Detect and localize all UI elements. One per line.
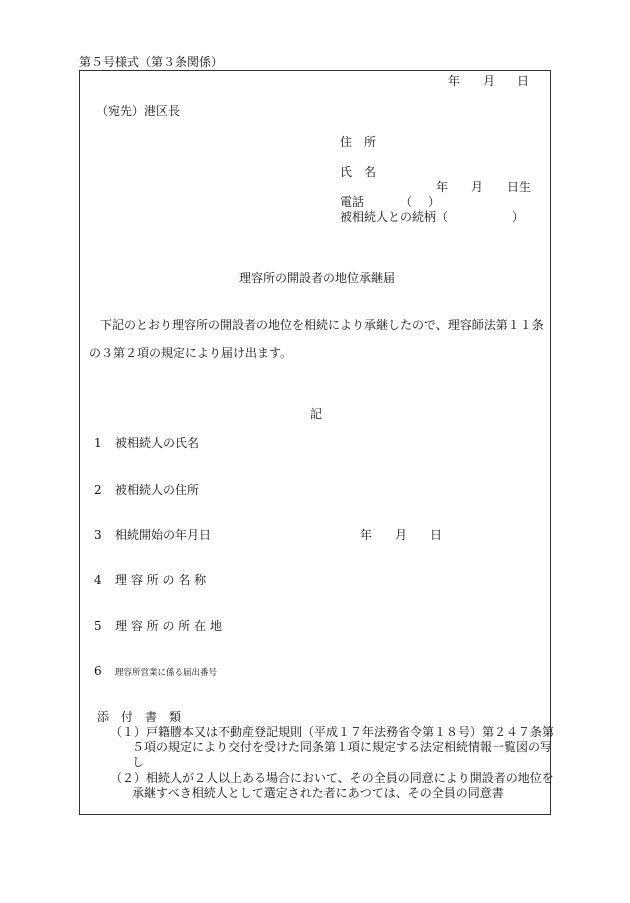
address-label: 住 所: [340, 135, 377, 149]
birth-day: 日生: [507, 180, 532, 194]
attachment-2-line-2: 承継すべき相続人として選定された者にあつては、その全員の同意書: [132, 786, 504, 800]
item-label: 理 容 所 の 所 在 地: [115, 619, 222, 633]
ki-heading: 記: [310, 407, 323, 421]
attachments-heading: 添 付 書 類: [97, 710, 182, 724]
item-label: 相続開始の年月日: [115, 528, 212, 542]
item-number: 4: [94, 573, 102, 587]
phone-paren-close: ）: [428, 195, 441, 209]
form-number: 第５号様式（第３条関係）: [79, 55, 224, 69]
attachment-2-line-1: （２）相続人が２人以上ある場合において、その全員の同意により開設者の地位を: [110, 771, 554, 785]
birth-year: 年: [436, 180, 449, 194]
body-line-2: の３第２項の規定により届け出ます。: [89, 346, 293, 360]
attachment-1-line-3: し: [132, 755, 145, 769]
item-label: 被相続人の住所: [115, 483, 200, 497]
phone-label: 電話: [340, 195, 365, 209]
item-number: 5: [94, 619, 102, 633]
item-number: 3: [94, 528, 102, 542]
item-number: 1: [94, 436, 102, 450]
name-label: 氏 名: [340, 165, 377, 179]
inheritance-day: 日: [430, 528, 443, 542]
body-line-1: 下記のとおり理容所の開設者の地位を相続により承継したので、理容師法第１１条: [100, 318, 544, 332]
attachment-1-line-1: （１）戸籍謄本又は不動産登記規則（平成１７年法務省令第１８号）第２４７条第: [110, 725, 555, 739]
item-label: 理 容 所 の 名 称: [115, 573, 207, 587]
item-label: 理容所営業に係る届出番号: [115, 668, 218, 678]
submission-date-year: 年: [448, 74, 461, 88]
relationship-label: 被相続人との続柄（: [340, 210, 449, 224]
phone-paren-open: （: [400, 195, 413, 209]
attachment-1-line-2: ５項の規定により交付を受けた同条第１項に規定する法定相続情報一覧図の写: [132, 740, 553, 754]
submission-date-day: 日: [517, 74, 530, 88]
addressee: （宛先）港区長: [96, 104, 181, 118]
item-number: 2: [94, 483, 102, 497]
submission-date-month: 月: [483, 74, 496, 88]
item-label: 被相続人の氏名: [115, 436, 200, 450]
document-title: 理容所の開設者の地位承継届: [239, 271, 396, 285]
inheritance-year: 年: [360, 528, 373, 542]
relationship-close: ）: [512, 210, 525, 224]
item-number: 6: [94, 664, 102, 678]
birth-month: 月: [471, 180, 484, 194]
inheritance-month: 月: [395, 528, 408, 542]
